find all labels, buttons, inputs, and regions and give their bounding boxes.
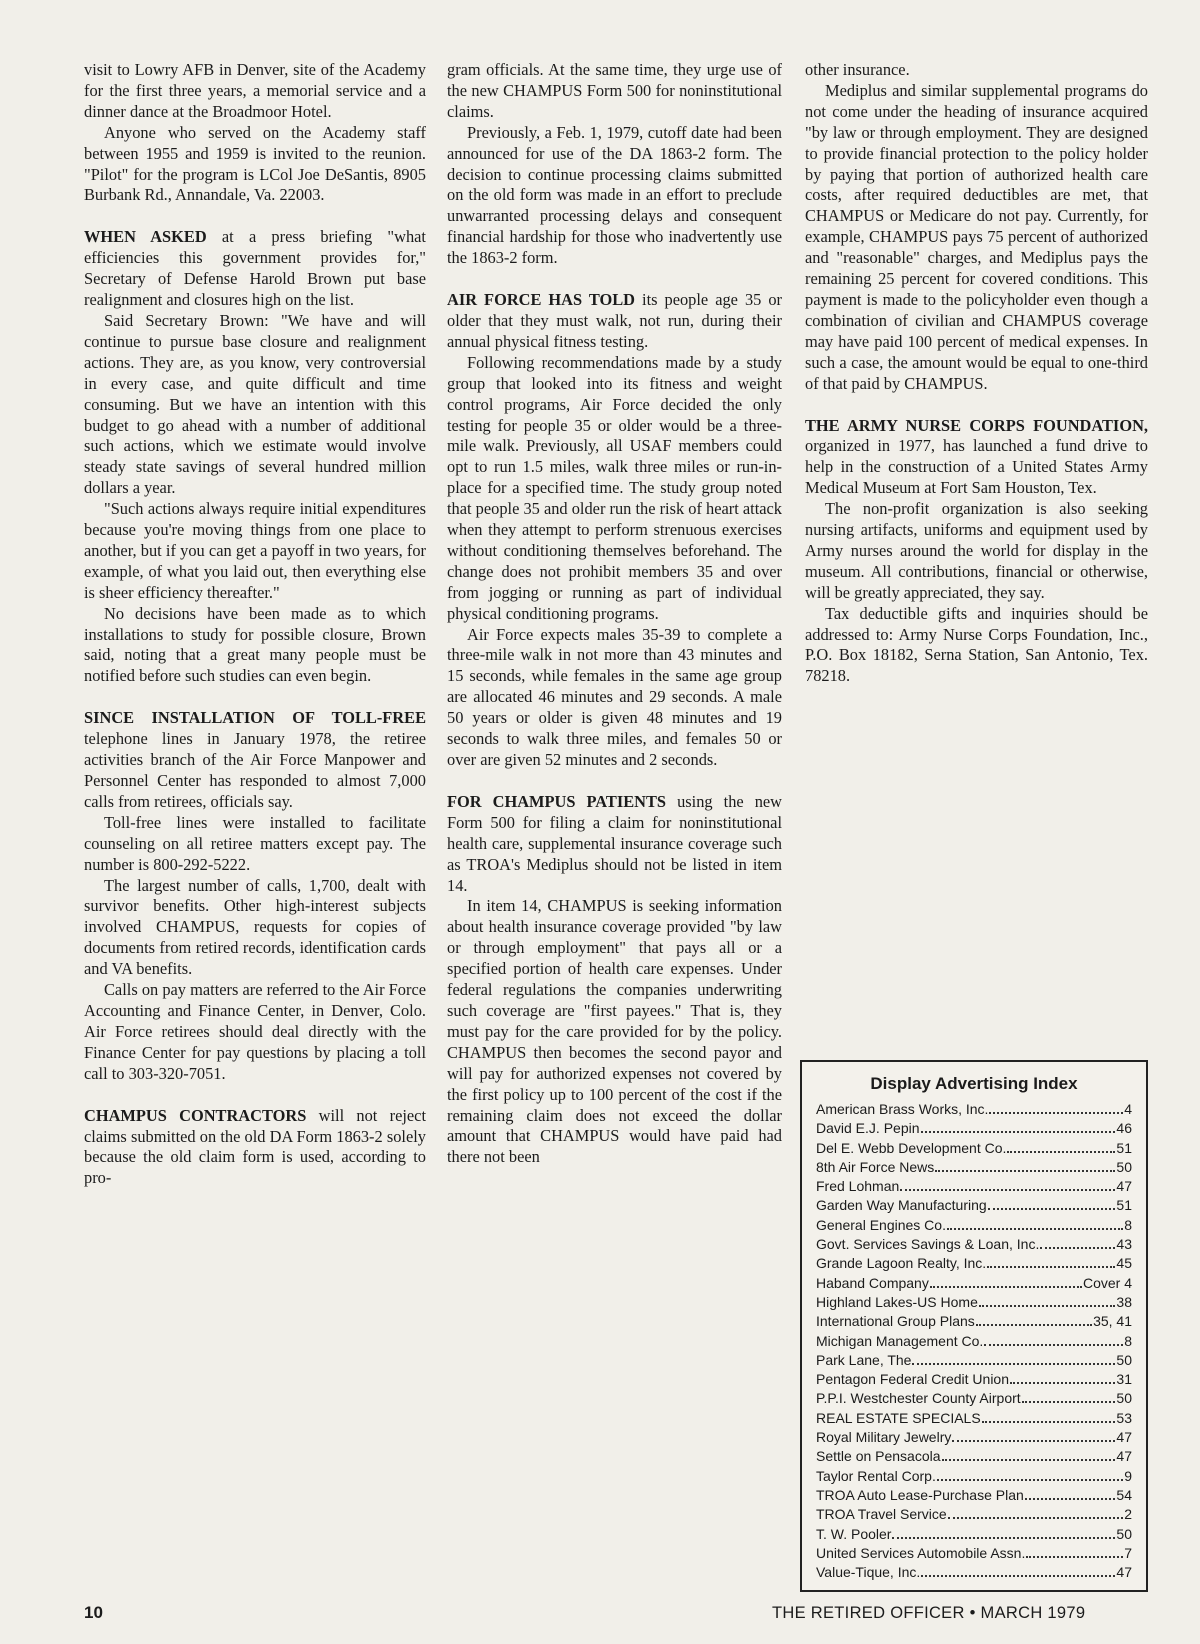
- advertising-index-entry: [816, 1100, 1132, 1119]
- dot-leader: [1022, 1389, 1116, 1403]
- advertising-index-entry: [816, 1467, 1132, 1486]
- dot-leader: [979, 1293, 1116, 1307]
- paragraph: at a press briefing "what efficiencies this government provides for," Secretary of Defense Harold Brown put base realignment and closures high on the list.: [84, 227, 426, 310]
- paragraph: visit to Lowry AFB in Denver, site of the Academy for the first three years, a memorial service and a dinner dance at the Broadmoor Hotel.: [84, 60, 426, 121]
- advertiser-name: American Brass Works, Inc.: [816, 1101, 989, 1117]
- paragraph: its people age 35 or older that they must walk, not run, during their annual physical fitness testing.: [447, 290, 782, 351]
- paragraph: No decisions have been made as to which installations to study for possible closure, Brown said, noting that a great many people must be notified before such studies can even begin.: [84, 603, 426, 686]
- advertiser-page: 47: [1116, 1448, 1132, 1465]
- advertiser-page: 51: [1116, 1139, 1132, 1156]
- advertiser-name: TROA Travel Service: [816, 1506, 947, 1523]
- paragraph: Air Force expects males 35-39 to complete a three-mile walk in not more than 43 minutes and 15 seconds, while females in the same age group are allocated 46 minutes and 29 seconds. A male 50 years or older is given 48 minutes and 19 seconds to walk three miles, and females 50 or over are given 52 minutes and 2 seconds.: [447, 624, 782, 769]
- advertising-index-entry: [816, 1235, 1132, 1254]
- dot-leader: [1026, 1544, 1123, 1558]
- dot-leader: [947, 1216, 1123, 1230]
- advertiser-name: David E.J. Pepin: [816, 1120, 920, 1137]
- advertiser-page: Cover 4: [1082, 1274, 1132, 1291]
- advertising-index-entry: [816, 1563, 1132, 1582]
- dot-leader: [987, 1254, 1115, 1268]
- advertising-index-entry: [816, 1447, 1132, 1466]
- dot-leader: [1007, 1139, 1115, 1153]
- advertising-index-entry: [816, 1428, 1132, 1447]
- dot-leader: [988, 1196, 1116, 1210]
- advertising-index-entry: [816, 1274, 1132, 1293]
- dot-leader: [984, 1332, 1123, 1346]
- advertiser-name: Govt. Services Savings & Loan, Inc.: [816, 1236, 1040, 1253]
- article-champus-contractors: [84, 1106, 426, 1190]
- paragraph: will not reject claims submitted on the old DA Form 1863-2 solely because the old claim form is used, according to pro-: [84, 1105, 426, 1188]
- paragraph: "Such actions always require initial expenditures because you're moving things from one place to another, but if you can get a payoff in two years, for example, of what you laid out, then everything else is sheer efficiency thereafter.": [84, 499, 426, 602]
- advertising-index-entry: [816, 1119, 1132, 1138]
- paragraph: organized in 1977, has launched a fund drive to help in the construction of a United States Army Medical Museum at Fort Sam Houston, Tex.: [805, 436, 1148, 498]
- article-champus-patients: [447, 792, 782, 897]
- advertiser-page: 9: [1124, 1467, 1132, 1484]
- advertiser-name: Settle on Pensacola: [816, 1448, 941, 1465]
- dot-leader: [892, 1525, 1115, 1539]
- advertising-index-entry: [816, 1312, 1132, 1331]
- advertiser-name: Grande Lagoon Realty, Inc.: [816, 1255, 987, 1272]
- article-toll-free: [84, 708, 426, 813]
- advertising-index-entry: [816, 1216, 1132, 1235]
- advertising-index-entry: [816, 1351, 1132, 1370]
- advertiser-page: 46: [1116, 1120, 1132, 1137]
- advertiser-name: Value-Tique, Inc.: [816, 1564, 921, 1581]
- advertiser-name: TROA Auto Lease-Purchase Plan: [816, 1486, 1024, 1503]
- advertiser-page: 53: [1116, 1409, 1132, 1426]
- article-air-force-walk: [447, 290, 782, 353]
- advertiser-page: 2: [1124, 1506, 1132, 1523]
- advertiser-name: Pentagon Federal Credit Union: [816, 1371, 1010, 1388]
- advertising-index-list: [816, 1100, 1132, 1582]
- advertiser-page: 8: [1124, 1332, 1132, 1349]
- paragraph: Tax deductible gifts and inquiries should be addressed to: Army Nurse Corps Foundation, Inc., P.O. Box 18182, Serna Station, San Antonio, Tex. 78218.: [805, 603, 1148, 686]
- advertising-index-entry: [816, 1370, 1132, 1389]
- paragraph: using the new Form 500 for filing a claim for noninstitutional health care, supplemental insurance coverage such as TROA's Mediplus should not be listed in item 14.: [447, 791, 782, 895]
- advertiser-name: Michigan Management Co.: [816, 1332, 984, 1349]
- dot-leader: [989, 1100, 1123, 1114]
- advertiser-page: 43: [1116, 1236, 1132, 1253]
- advertiser-page: 50: [1116, 1390, 1132, 1407]
- advertiser-page: 38: [1116, 1293, 1132, 1310]
- advertiser-page: 47: [1116, 1429, 1132, 1446]
- page-number: 10: [84, 1603, 103, 1622]
- article-army-nurse-corps: [805, 416, 1148, 500]
- dot-leader: [921, 1119, 1116, 1133]
- article-heading: FOR CHAMPUS PATIENTS: [447, 791, 667, 811]
- advertiser-page: 4: [1124, 1101, 1132, 1117]
- paragraph: Toll-free lines were installed to facilitate counseling on all retiree matters except pay. The number is 800-292-5222.: [84, 812, 426, 874]
- article-heading: SINCE INSTALLATION OF TOLL-FREE: [84, 708, 426, 728]
- paragraph: The largest number of calls, 1,700, dealt with survivor benefits. Other high-interest subjects involved CHAMPUS, requests for copies of documents from retired records, identification cards and VA benefits.: [84, 875, 426, 979]
- paragraph: telephone lines in January 1978, the retiree activities branch of the Air Force Manpower and Personnel Center has responded to almost 7,000 calls from retirees, officials say.: [84, 729, 426, 811]
- dot-leader: [982, 1409, 1116, 1423]
- advertising-index-box: [800, 1060, 1148, 1592]
- advertiser-name: Highland Lakes-US Home: [816, 1293, 978, 1310]
- advertiser-name: International Group Plans: [816, 1313, 975, 1330]
- advertiser-name: Garden Way Manufacturing: [816, 1197, 987, 1214]
- advertiser-name: T. W. Pooler: [816, 1525, 892, 1542]
- paragraph: Said Secretary Brown: "We have and will continue to pursue base closure and realignment actions. They are, as you know, very controversial in every case, and quite difficult and time consuming. But we have an intention with this budget to go ahead with a number of additional such actions, which we estimate would involve steady state savings of several hundred million dollars a year.: [84, 310, 426, 498]
- advertiser-name: Del E. Webb Development Co.: [816, 1139, 1007, 1156]
- advertising-index-entry: [816, 1486, 1132, 1505]
- advertiser-page: 47: [1116, 1564, 1132, 1581]
- advertising-index-entry: [816, 1254, 1132, 1273]
- advertising-index-entry: [816, 1389, 1132, 1408]
- paragraph: The non-profit organization is also seeking nursing artifacts, uniforms and equipment used by Army nurses around the world for display in the museum. All contributions, financial or otherwise, will be greatly appreciated, they say.: [805, 499, 1148, 602]
- dot-leader: [921, 1563, 1115, 1577]
- paragraph: Following recommendations made by a study group that looked into its fitness and weight control programs, Air Force decided the only testing for people 35 or older would be a three-mile walk. Previously, all USAF members could opt to run 1.5 miles, walk three miles or run-in-place for a specified time. The study group noted that people 35 and older run the risk of heart attack when they attempt to perform strenuous exercises without conditioning themselves beforehand. The change does not prohibit members 35 and over from jogging or running as part of individual physical conditioning programs.: [447, 352, 782, 623]
- paragraph: Calls on pay matters are referred to the Air Force Accounting and Finance Center, in Denver, Colo. Air Force retirees should deal directly with the Finance Center for pay questions by placing a toll call to 303-320-7051.: [84, 980, 426, 1083]
- dot-leader: [930, 1274, 1082, 1288]
- advertiser-page: 8: [1124, 1216, 1132, 1233]
- dot-leader: [1025, 1486, 1116, 1500]
- dot-leader: [952, 1428, 1115, 1442]
- advertising-index-entry: [816, 1293, 1132, 1312]
- page-footer: THE RETIRED OFFICER • MARCH 1979: [772, 1604, 1086, 1622]
- advertising-index-entry: [816, 1196, 1132, 1215]
- advertiser-page: 35, 41: [1093, 1313, 1132, 1330]
- dot-leader: [935, 1158, 1115, 1172]
- dot-leader: [948, 1505, 1124, 1519]
- dot-leader: [1040, 1235, 1115, 1249]
- paragraph: Mediplus and similar supplemental programs do not come under the heading of insurance acquired "by law or through employment. They are designed to provide financial protection to the policy holder by paying that portion of authorized health care costs, after required deductibles are met, that CHAMPUS or Medicare do not pay. Currently, for example, CHAMPUS pays 75 percent of authorized and "reasonable" charges, and Mediplus pays the remaining 25 percent for covered conditions. This payment is made to the policyholder even though a combination of civilian and CHAMPUS coverage may have paid 100 percent of medical expenses. In such a case, the amount would be equal to one-third of that paid by CHAMPUS.: [805, 80, 1148, 393]
- paragraph: Previously, a Feb. 1, 1979, cutoff date had been announced for use of the DA 1863-2 form. The decision to continue processing claims submitted on the old form was made in an effort to preclude unwarranted processing delays and consequent financial hardship for those who inadvertently use the 1863-2 form.: [447, 122, 782, 268]
- advertising-index-entry: [816, 1525, 1132, 1544]
- column-3: [805, 60, 1148, 687]
- advertiser-name: Park Lane, The: [816, 1351, 912, 1368]
- advertiser-name: General Engines Co.: [816, 1216, 946, 1233]
- paragraph: Anyone who served on the Academy staff between 1955 and 1959 is invited to the reunion. "Pilot" for the program is LCol Joe DeSantis, 8905 Burbank Rd., Annandale, Va. 22003.: [84, 122, 426, 205]
- advertising-index-title: Display Advertising Index: [870, 1074, 1078, 1093]
- advertiser-name: P.P.I. Westchester County Airport: [816, 1390, 1021, 1407]
- advertising-index-entry: [816, 1158, 1132, 1177]
- advertiser-name: United Services Automobile Assn.: [816, 1544, 1026, 1561]
- advertising-index-entry: [816, 1139, 1132, 1158]
- advertiser-name: REAL ESTATE SPECIALS: [816, 1409, 981, 1426]
- advertiser-name: 8th Air Force News: [816, 1158, 935, 1175]
- advertiser-page: 50: [1116, 1351, 1132, 1368]
- advertiser-page: 54: [1116, 1486, 1132, 1503]
- advertising-index-entry: [816, 1409, 1132, 1428]
- dot-leader: [976, 1312, 1092, 1326]
- advertising-index-entry: [816, 1177, 1132, 1196]
- dot-leader: [937, 1467, 1123, 1481]
- advertising-index-entry: [816, 1505, 1132, 1524]
- paragraph: gram officials. At the same time, they urge use of the new CHAMPUS Form 500 for noninstitutional claims.: [447, 60, 782, 121]
- advertiser-page: 47: [1116, 1178, 1132, 1195]
- advertiser-name: Haband Company: [816, 1274, 929, 1291]
- advertising-index-entry: [816, 1332, 1132, 1351]
- paragraph: In item 14, CHAMPUS is seeking information about health insurance coverage provided "by law or through employment" that pays all or a specified portion of health care expenses. Under federal regulations the companies underwriting such coverage are "first payees." That is, they must pay for the care provided for by the policy. CHAMPUS then becomes the second payor and will pay for authorized expenses not covered by the first policy up to 100 percent of the cost if the remaining claim does not exceed the dollar amount that CHAMPUS would have paid had there not been: [447, 896, 782, 1167]
- advertiser-page: 45: [1116, 1255, 1132, 1272]
- advertising-index-entry: [816, 1544, 1132, 1563]
- article-when-asked: [84, 227, 426, 311]
- dot-leader: [912, 1351, 1115, 1365]
- dot-leader: [942, 1447, 1116, 1461]
- column-2: [447, 60, 782, 1168]
- advertiser-page: 50: [1116, 1525, 1132, 1542]
- advertiser-name: Fred Lohman: [816, 1178, 900, 1195]
- advertiser-page: 50: [1116, 1158, 1132, 1175]
- advertiser-name: Taylor Rental Corp.: [816, 1467, 936, 1484]
- advertiser-page: 31: [1116, 1371, 1132, 1388]
- article-heading: WHEN ASKED: [84, 227, 207, 247]
- advertiser-page: 51: [1116, 1197, 1132, 1214]
- advertiser-page: 7: [1124, 1544, 1132, 1561]
- dot-leader: [1010, 1370, 1115, 1384]
- paragraph: other insurance.: [805, 60, 910, 79]
- dot-leader: [900, 1177, 1115, 1191]
- article-heading: CHAMPUS CONTRACTORS: [84, 1105, 307, 1125]
- article-heading: AIR FORCE HAS TOLD: [447, 290, 635, 310]
- column-1: [84, 60, 426, 1189]
- advertiser-name: Royal Military Jewelry: [816, 1429, 952, 1446]
- article-heading: THE ARMY NURSE CORPS FOUNDATION,: [805, 415, 1148, 435]
